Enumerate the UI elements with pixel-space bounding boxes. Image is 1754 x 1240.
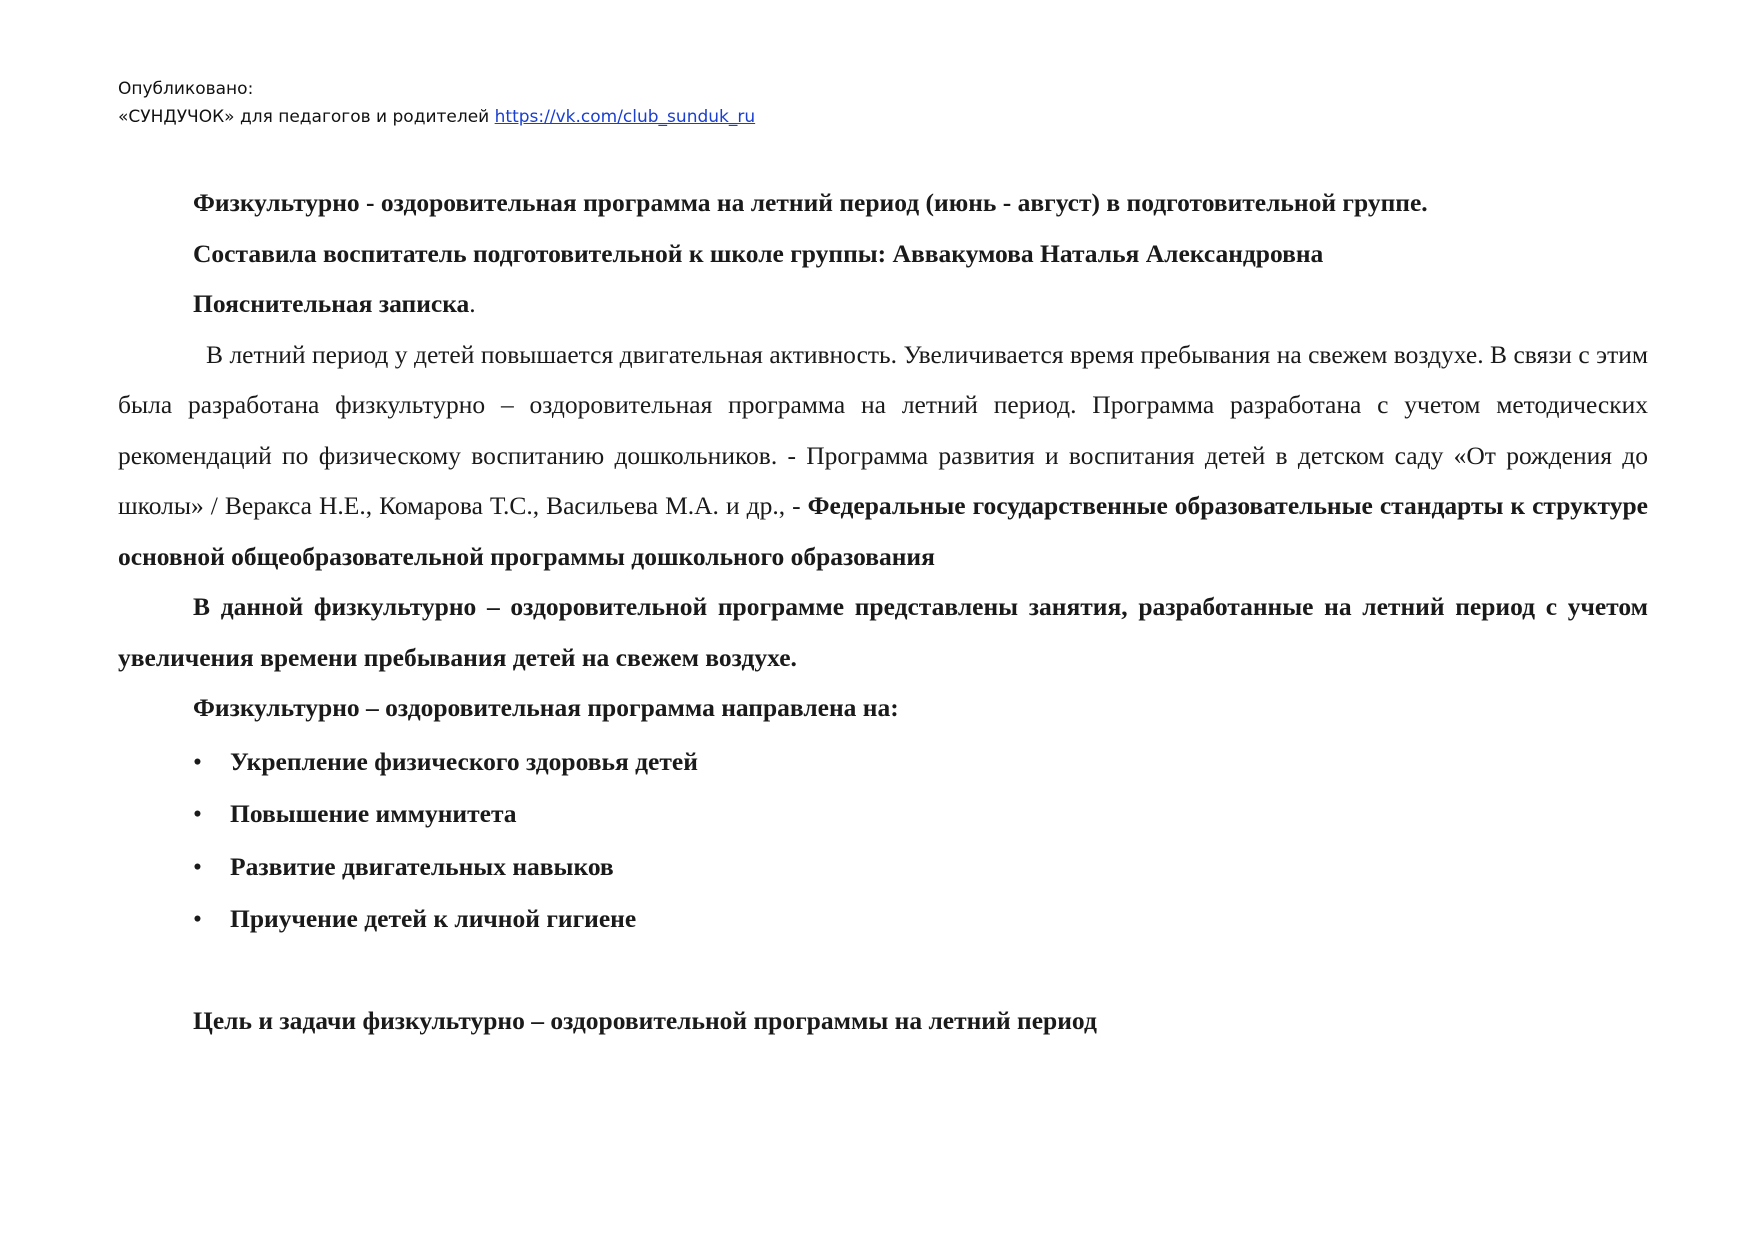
intro-paragraph-text: В летний период у детей повышается двигательная активность. Увеличивается время пребывания на свежем воздухе. В связи с этим была разработана физкультурно – оздоровительная программа на летний период. Программа разработана с учетом методических рекомендаций по физическому воспитанию дошкольников. - Программа развития и воспитания детей в детском саду «От рождения до школы» / Веракса Н.Е., Комарова Т.С., Васильева М.А. и др., -: [118, 339, 1648, 520]
note-heading-line: [118, 279, 1648, 330]
aim-text: Повышение иммунитета: [230, 799, 517, 828]
aim-text: Развитие двигательных навыков: [230, 851, 614, 881]
note-heading: Пояснительная записка: [193, 289, 470, 318]
aim-text: Приучение детей к личной гигиене: [230, 904, 637, 933]
source-link[interactable]: https://vk.com/club_sunduk_ru: [494, 107, 756, 127]
spacer: [118, 946, 1648, 996]
fgos-reference: Федеральные государственные образовательные стандарты к структуре основной общеобразовательной программы дошкольного образования: [118, 491, 1648, 571]
intro-paragraph: [118, 330, 1648, 583]
list-item: [118, 893, 1648, 946]
source-text: «СУНДУЧОК» для педагогов и родителей: [118, 107, 495, 127]
list-item: [118, 841, 1648, 894]
list-item: [118, 788, 1648, 841]
aims-list: [118, 736, 1648, 946]
goals-heading: Цель и задачи физкультурно – оздоровительной программы на летний период: [193, 1005, 1097, 1035]
document-title: Физкультурно - оздоровительная программа на летний период (июнь - август) в подготовительной группе.: [193, 188, 1428, 217]
note-heading-period: .: [469, 289, 476, 318]
bullet-icon: •: [193, 799, 202, 828]
bullet-icon: •: [193, 904, 202, 933]
list-item: [118, 736, 1648, 789]
program-description: В данной физкультурно – оздоровительной программе представлены занятия, разработанные на летний период с учетом увеличения времени пребывания детей на свежем воздухе.: [118, 592, 1648, 672]
author-line: Составила воспитатель подготовительной к школе группы: Аввакумова Наталья Александровна: [193, 238, 1324, 268]
bullet-icon: •: [193, 746, 202, 776]
publication-header: [118, 75, 755, 131]
aims-heading: Физкультурно – оздоровительная программа направлена на:: [193, 693, 899, 722]
document-body: [118, 178, 1648, 1046]
source-line: [118, 103, 755, 131]
aim-text: Укрепление физического здоровья детей: [230, 746, 698, 776]
published-label: Опубликовано:: [118, 79, 254, 99]
bullet-icon: •: [193, 851, 202, 881]
